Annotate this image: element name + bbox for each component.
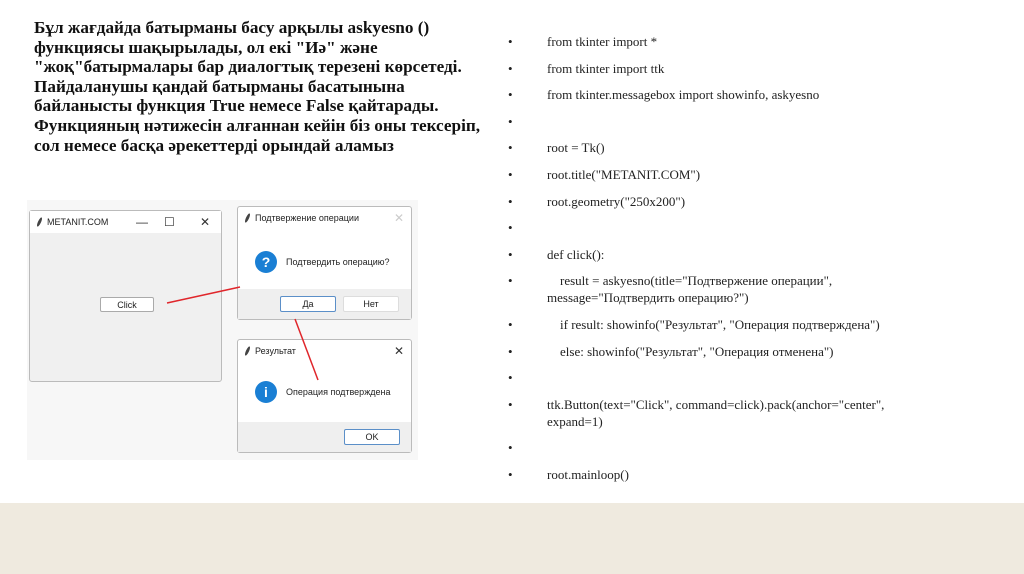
code-line: • root = Tk() (508, 139, 908, 156)
arrow-to-confirm (167, 287, 240, 303)
code-line: • if result: showinfo("Результат", "Операция подтверждена") (508, 316, 908, 333)
code-line: • from tkinter.messagebox import showinfo, askyesno (508, 86, 908, 103)
click-button[interactable]: Click (100, 297, 154, 312)
window-title: METANIT.COM (47, 217, 109, 227)
code-line (508, 113, 908, 130)
dialog-title: Подтвержение операции (255, 213, 359, 223)
dialog-title: Результат (255, 346, 296, 356)
code-line: • def click(): (508, 246, 908, 263)
code-line: • root.mainloop() (508, 466, 908, 483)
minimize-icon[interactable]: — (136, 215, 148, 229)
dialog-message: Операция подтверждена (286, 387, 391, 397)
arrows (27, 200, 418, 460)
code-line: • ttk.Button(text="Click", command=click).pack(anchor="center", expand=1) (508, 396, 908, 430)
arrow-to-result (295, 319, 318, 380)
code-line: • from tkinter import ttk (508, 60, 908, 77)
dialog-message: Подтвердить операцию? (286, 257, 390, 267)
code-line: • else: showinfo("Результат", "Операция отменена") (508, 343, 908, 360)
yes-button[interactable]: Да (280, 296, 336, 312)
example-screenshot (27, 200, 418, 460)
code-list (508, 33, 908, 493)
code-line (508, 219, 908, 236)
close-icon[interactable]: ✕ (200, 215, 211, 229)
code-line: • result = askyesno(title="Подтвержение операции", message="Подтвердить операцию?") (508, 272, 908, 306)
code-line (508, 369, 908, 386)
question-icon: ? (255, 251, 277, 273)
code-line: • root.geometry("250x200") (508, 193, 908, 210)
no-button[interactable]: Нет (343, 296, 399, 312)
code-line: • from tkinter import * (508, 33, 908, 50)
description-text: Бұл жағдайда батырманы басу арқылы askyesno () функциясы шақырылады, ол екі "Иә" және "жоқ"батырмалары бар диалогтық терезені көрсетеді. Пайдаланушы қандай батырманы басатынына байланысты функция True немесе False қайтарады. Функцияның нәтижесін алғаннан кейін біз оны тексеріп, сол немесе басқа әрекеттерді орындай аламыз (34, 18, 481, 155)
code-line: • root.title("METANIT.COM") (508, 166, 908, 183)
ok-button[interactable]: OK (344, 429, 400, 445)
info-icon: i (255, 381, 277, 403)
maximize-icon[interactable]: ☐ (164, 215, 175, 229)
close-icon[interactable]: ✕ (394, 344, 405, 358)
code-line (508, 439, 908, 456)
close-icon[interactable]: ✕ (394, 211, 405, 225)
footer-band (0, 503, 1024, 574)
